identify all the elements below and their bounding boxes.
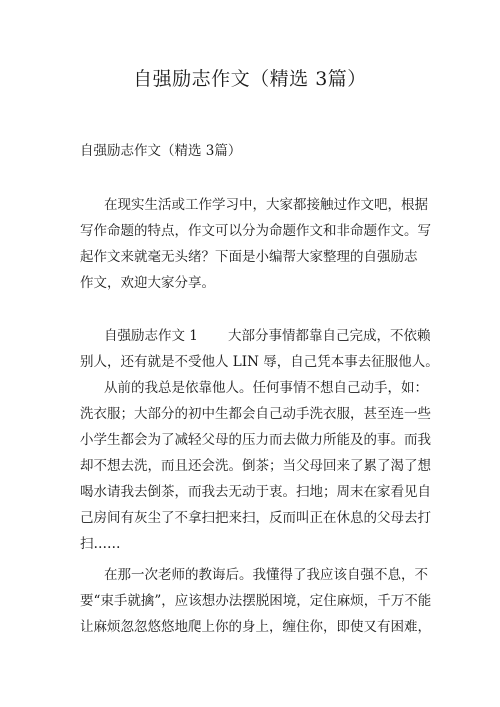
body-line: 要“束手就擒”，应该想办法摆脱困境，定住麻烦，千万不能: [80, 593, 432, 609]
body-line: 喝水请我去倒茶，而我去无动于衷。扫地；周末在家看见自: [80, 484, 431, 500]
intro-line: 在现实生活或工作学习中，大家都接触过作文吧，根据: [104, 197, 428, 213]
document-subtitle: 自强励志作文（精选 3篇）: [80, 143, 242, 159]
body-line: 小学生都会为了减轻父母的压力而去做力所能及的事。而我: [80, 432, 431, 448]
intro-line: 作文，欢迎大家分享。: [80, 275, 215, 291]
intro-line: 写作命题的特点，作文可以分为命题作文和非命题作文。写: [80, 223, 431, 239]
intro-line: 起作文来就毫无头绪？下面是小编帮大家整理的自强励志: [80, 249, 418, 265]
body-line: 洗衣服；大部分的初中生都会自己动手洗衣服，甚至连一些: [80, 406, 431, 422]
body-line: 却不想去洗，而且还会洗。倒茶；当父母回来了累了渴了想: [80, 458, 431, 474]
body-line: 在那一次老师的教诲后。我懂得了我应该自强不息，不: [104, 567, 428, 583]
body-line: 让麻烦忽忽悠悠地爬上你的身上，缠住你，即使又有困难，: [80, 619, 431, 635]
body-line: 大部分事情都靠自己完成，不依赖: [228, 328, 431, 344]
document-title: 自强励志作文（精选 3篇）: [133, 68, 367, 90]
body-line: 己房间有灰尘了不拿扫把来扫，反而叫正在休息的父母去打: [80, 510, 431, 526]
body-line: 扫……: [80, 536, 121, 552]
body-line: 别人，还有就是不受他人 LIN 辱，自己凭本事去征服他人。: [80, 354, 439, 370]
essay-heading: 自强励志作文 1: [104, 328, 198, 344]
body-line: 从前的我总是依靠他人。任何事情不想自己动手，如：: [104, 380, 428, 396]
